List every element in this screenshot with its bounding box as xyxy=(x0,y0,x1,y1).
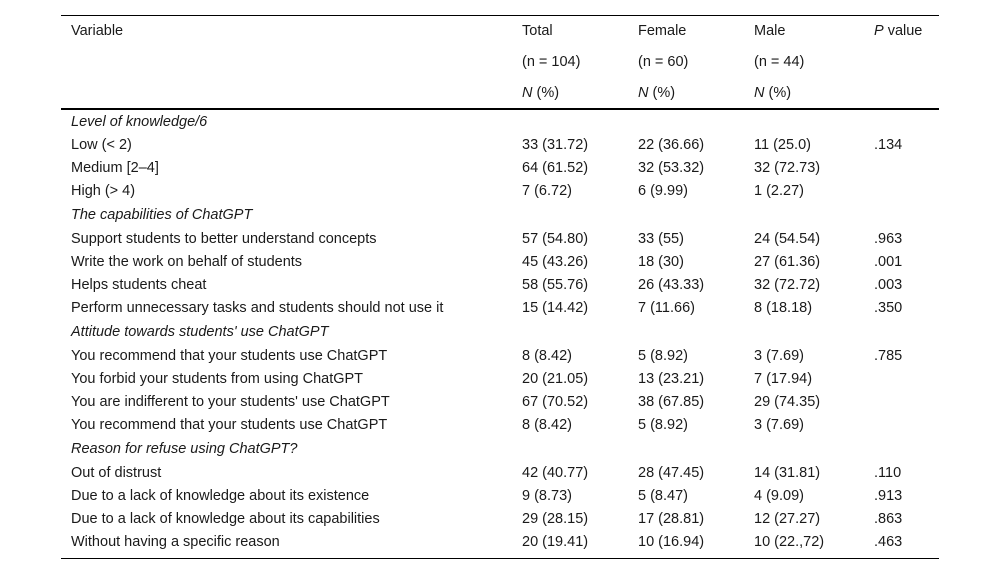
header-total: Total xyxy=(522,23,553,39)
table-header-rule xyxy=(61,108,939,110)
cell-female: 17 (28.81) xyxy=(638,511,705,527)
cell-female: 6 (9.99) xyxy=(638,183,688,199)
cell-pvalue: .863 xyxy=(874,511,903,527)
cell-total: 7 (6.72) xyxy=(522,183,572,199)
header-unit-pct: (%) xyxy=(764,85,792,101)
cell-pvalue: .003 xyxy=(874,277,903,293)
header-total-unit xyxy=(522,83,559,103)
cell-female: 38 (67.85) xyxy=(638,394,705,410)
cell-pvalue: .913 xyxy=(874,488,903,504)
cell-pvalue: .350 xyxy=(874,300,903,316)
header-male: Male xyxy=(754,23,786,39)
cell-female: 28 (47.45) xyxy=(638,465,705,481)
table-bottom-rule xyxy=(61,558,939,559)
row-label: You are indifferent to your students' use ChatGPT xyxy=(71,394,390,410)
cell-pvalue: .001 xyxy=(874,254,903,270)
cell-male: 11 (25.0) xyxy=(754,137,811,153)
row-label: Helps students cheat xyxy=(71,277,207,293)
section-heading: Reason for refuse using ChatGPT? xyxy=(71,441,298,457)
header-unit-pct: (%) xyxy=(532,85,560,101)
row-label: Perform unnecessary tasks and students should not use it xyxy=(71,300,444,316)
section-heading: The capabilities of ChatGPT xyxy=(71,207,253,223)
cell-female: 7 (11.66) xyxy=(638,300,695,316)
cell-female: 22 (36.66) xyxy=(638,137,705,153)
header-male-n: (n = 44) xyxy=(754,54,805,70)
cell-male: 1 (2.27) xyxy=(754,183,804,199)
cell-total: 57 (54.80) xyxy=(522,231,589,247)
cell-pvalue: .463 xyxy=(874,534,903,550)
header-female-n: (n = 60) xyxy=(638,54,689,70)
cell-total: 45 (43.26) xyxy=(522,254,589,270)
row-label: Out of distrust xyxy=(71,465,162,481)
cell-female: 5 (8.47) xyxy=(638,488,688,504)
cell-total: 8 (8.42) xyxy=(522,348,572,364)
cell-male: 24 (54.54) xyxy=(754,231,821,247)
cell-female: 26 (43.33) xyxy=(638,277,705,293)
cell-total: 8 (8.42) xyxy=(522,417,572,433)
cell-male: 27 (61.36) xyxy=(754,254,821,270)
row-label: Due to a lack of knowledge about its capabilities xyxy=(71,511,380,527)
header-male-unit xyxy=(754,83,791,103)
cell-male: 32 (72.73) xyxy=(754,160,821,176)
cell-total: 42 (40.77) xyxy=(522,465,589,481)
cell-total: 20 (21.05) xyxy=(522,371,589,387)
header-total-n: (n = 104) xyxy=(522,54,581,70)
cell-total: 20 (19.41) xyxy=(522,534,589,550)
cell-male: 3 (7.69) xyxy=(754,417,804,433)
cell-male: 8 (18.18) xyxy=(754,300,813,316)
cell-total: 58 (55.76) xyxy=(522,277,589,293)
cell-female: 10 (16.94) xyxy=(638,534,705,550)
cell-male: 32 (72.72) xyxy=(754,277,821,293)
row-label: Without having a specific reason xyxy=(71,534,280,550)
header-unit-pct: (%) xyxy=(648,85,676,101)
cell-pvalue: .134 xyxy=(874,137,903,153)
cell-total: 9 (8.73) xyxy=(522,488,572,504)
cell-total: 29 (28.15) xyxy=(522,511,589,527)
cell-male: 29 (74.35) xyxy=(754,394,821,410)
section-heading: Level of knowledge/6 xyxy=(71,114,208,130)
row-label: Low (< 2) xyxy=(71,137,132,153)
header-unit-n: N xyxy=(522,85,533,101)
row-label: High (> 4) xyxy=(71,183,136,199)
row-label: Due to a lack of knowledge about its existence xyxy=(71,488,370,504)
header-female-unit xyxy=(638,83,675,103)
header-pvalue-rest: value xyxy=(883,23,923,39)
row-label: You forbid your students from using ChatGPT xyxy=(71,371,364,387)
header-variable: Variable xyxy=(71,23,124,39)
cell-male: 3 (7.69) xyxy=(754,348,804,364)
header-female: Female xyxy=(638,23,687,39)
cell-total: 15 (14.42) xyxy=(522,300,589,316)
cell-female: 18 (30) xyxy=(638,254,684,270)
cell-female: 5 (8.92) xyxy=(638,348,688,364)
cell-male: 12 (27.27) xyxy=(754,511,821,527)
header-pvalue-p: P xyxy=(874,23,884,39)
cell-pvalue: .785 xyxy=(874,348,903,364)
cell-male: 4 (9.09) xyxy=(754,488,804,504)
row-label: Medium [2–4] xyxy=(71,160,159,176)
cell-female: 33 (55) xyxy=(638,231,684,247)
cell-male: 10 (22.,72) xyxy=(754,534,825,550)
cell-male: 7 (17.94) xyxy=(754,371,813,387)
cell-pvalue: .110 xyxy=(874,465,902,481)
cell-female: 13 (23.21) xyxy=(638,371,705,387)
header-pvalue xyxy=(874,21,922,41)
row-label: Write the work on behalf of students xyxy=(71,254,303,270)
cell-total: 33 (31.72) xyxy=(522,137,589,153)
cell-female: 32 (53.32) xyxy=(638,160,705,176)
row-label: Support students to better understand concepts xyxy=(71,231,377,247)
cell-total: 64 (61.52) xyxy=(522,160,589,176)
header-unit-n: N xyxy=(754,85,765,101)
cell-total: 67 (70.52) xyxy=(522,394,589,410)
row-label: You recommend that your students use ChatGPT xyxy=(71,348,388,364)
row-label: You recommend that your students use ChatGPT xyxy=(71,417,388,433)
cell-pvalue: .963 xyxy=(874,231,903,247)
table-top-rule xyxy=(61,15,939,16)
cell-male: 14 (31.81) xyxy=(754,465,821,481)
section-heading: Attitude towards students' use ChatGPT xyxy=(71,324,329,340)
cell-female: 5 (8.92) xyxy=(638,417,688,433)
header-unit-n: N xyxy=(638,85,649,101)
